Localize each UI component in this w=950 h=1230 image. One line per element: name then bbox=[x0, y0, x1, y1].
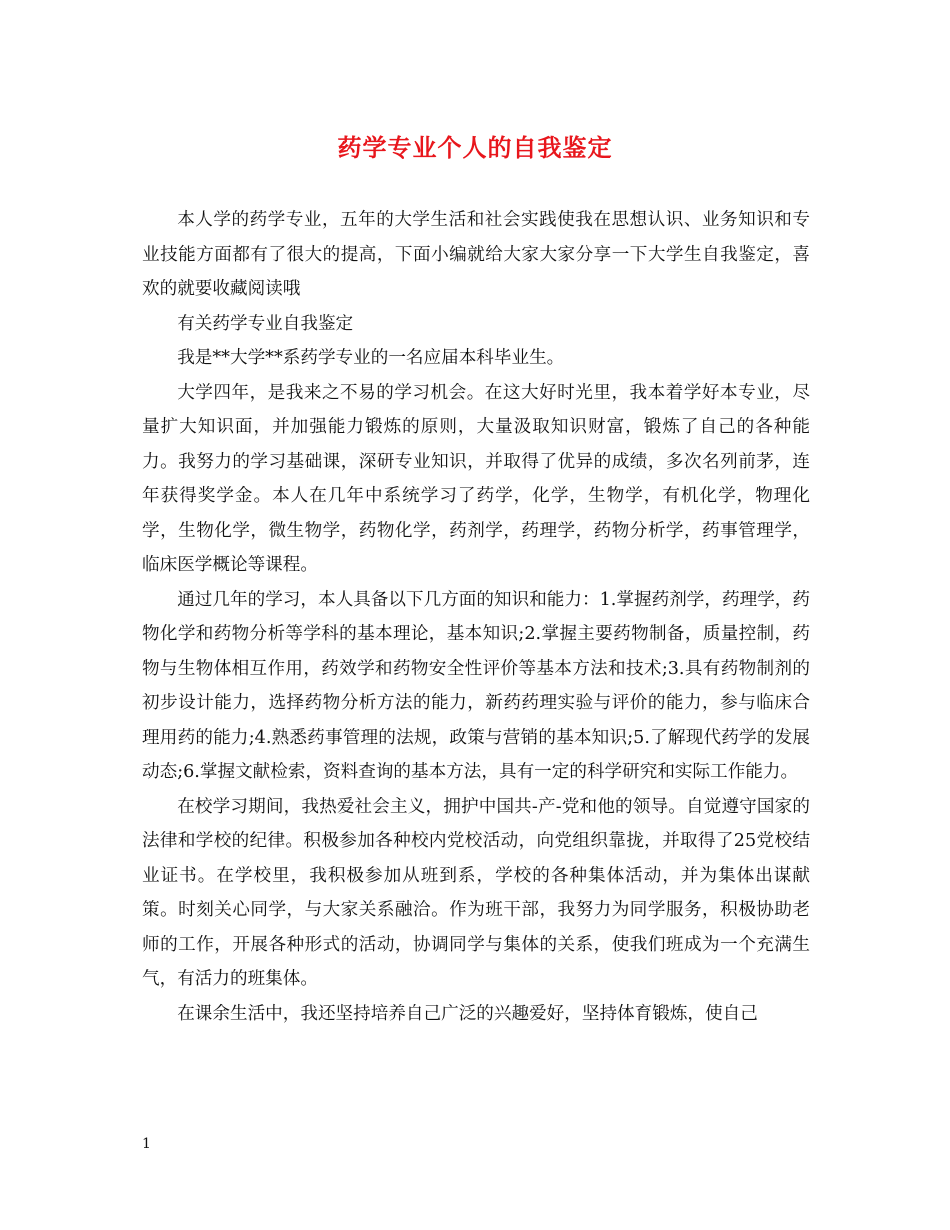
paragraph-study: 大学四年，是我来之不易的学习机会。在这大好时光里，我本着学好本专业，尽量扩大知识面，并加强能力锻炼的原则，大量汲取知识财富，锻炼了自己的各种能力。我努力的学习基础课，深研专业知识，并取得了优异的成绩，多次名列前茅，连年获得奖学金。本人在几年中系统学习了药学，化学，生物学，有机化学，物理化学，生物化学，微生物学，药物化学，药剂学，药理学，药物分析学，药事管理学，临床医学概论等课程。 bbox=[142, 382, 810, 575]
paragraph-abilities: 通过几年的学习，本人具备以下几方面的知识和能力：1.掌握药剂学，药理学，药物化学和药物分析等学科的基本理论，基本知识;2.掌握主要药物制备，质量控制，药物与生物体相互作用，药效学和药物安全性评价等基本方法和技术;3.具有药物制剂的初步设计能力，选择药物分析方法的能力，新药药理实验与评价的能力，参与临床合理用药的能力;4.熟悉药事管理的法规，政策与营销的基本知识;5.了解现代药学的发展动态;6.掌握文献检索，资料查询的基本方法，具有一定的科学研究和实际工作能力。 bbox=[142, 589, 810, 782]
paragraph-heading: 有关药学专业自我鉴定 bbox=[177, 313, 354, 334]
document-body bbox=[142, 203, 810, 1031]
paragraph-intro: 本人学的药学专业，五年的大学生活和社会实践使我在思想认识、业务知识和专业技能方面都有了很大的提高，下面小编就给大家大家分享一下大学生自我鉴定，喜欢的就要收藏阅读哦 bbox=[142, 210, 810, 299]
paragraph-self-intro: 我是**大学**系药学专业的一名应届本科毕业生。 bbox=[177, 348, 565, 368]
document-title: 药学专业个人的自我鉴定 bbox=[337, 133, 613, 162]
page-number: 1 bbox=[142, 1136, 151, 1152]
paragraph-extracurricular: 在课余生活中，我还坚持培养自己广泛的兴趣爱好，坚持体育锻炼，使自己 bbox=[177, 1003, 758, 1024]
paragraph-school-life: 在校学习期间，我热爱社会主义，拥护中国共-产-党和他的领导。自觉遵守国家的法律和学校的纪律。积极参加各种校内党校活动，向党组织靠拢，并取得了25党校结业证书。在学校里，我积极参加从班到系，学校的各种集体活动，并为集体出谋献策。时刻关心同学，与大家关系融洽。作为班干部，我努力为同学服务，积极协助老师的工作，开展各种形式的活动，协调同学与集体的关系，使我们班成为一个充满生气，有活力的班集体。 bbox=[142, 796, 810, 989]
